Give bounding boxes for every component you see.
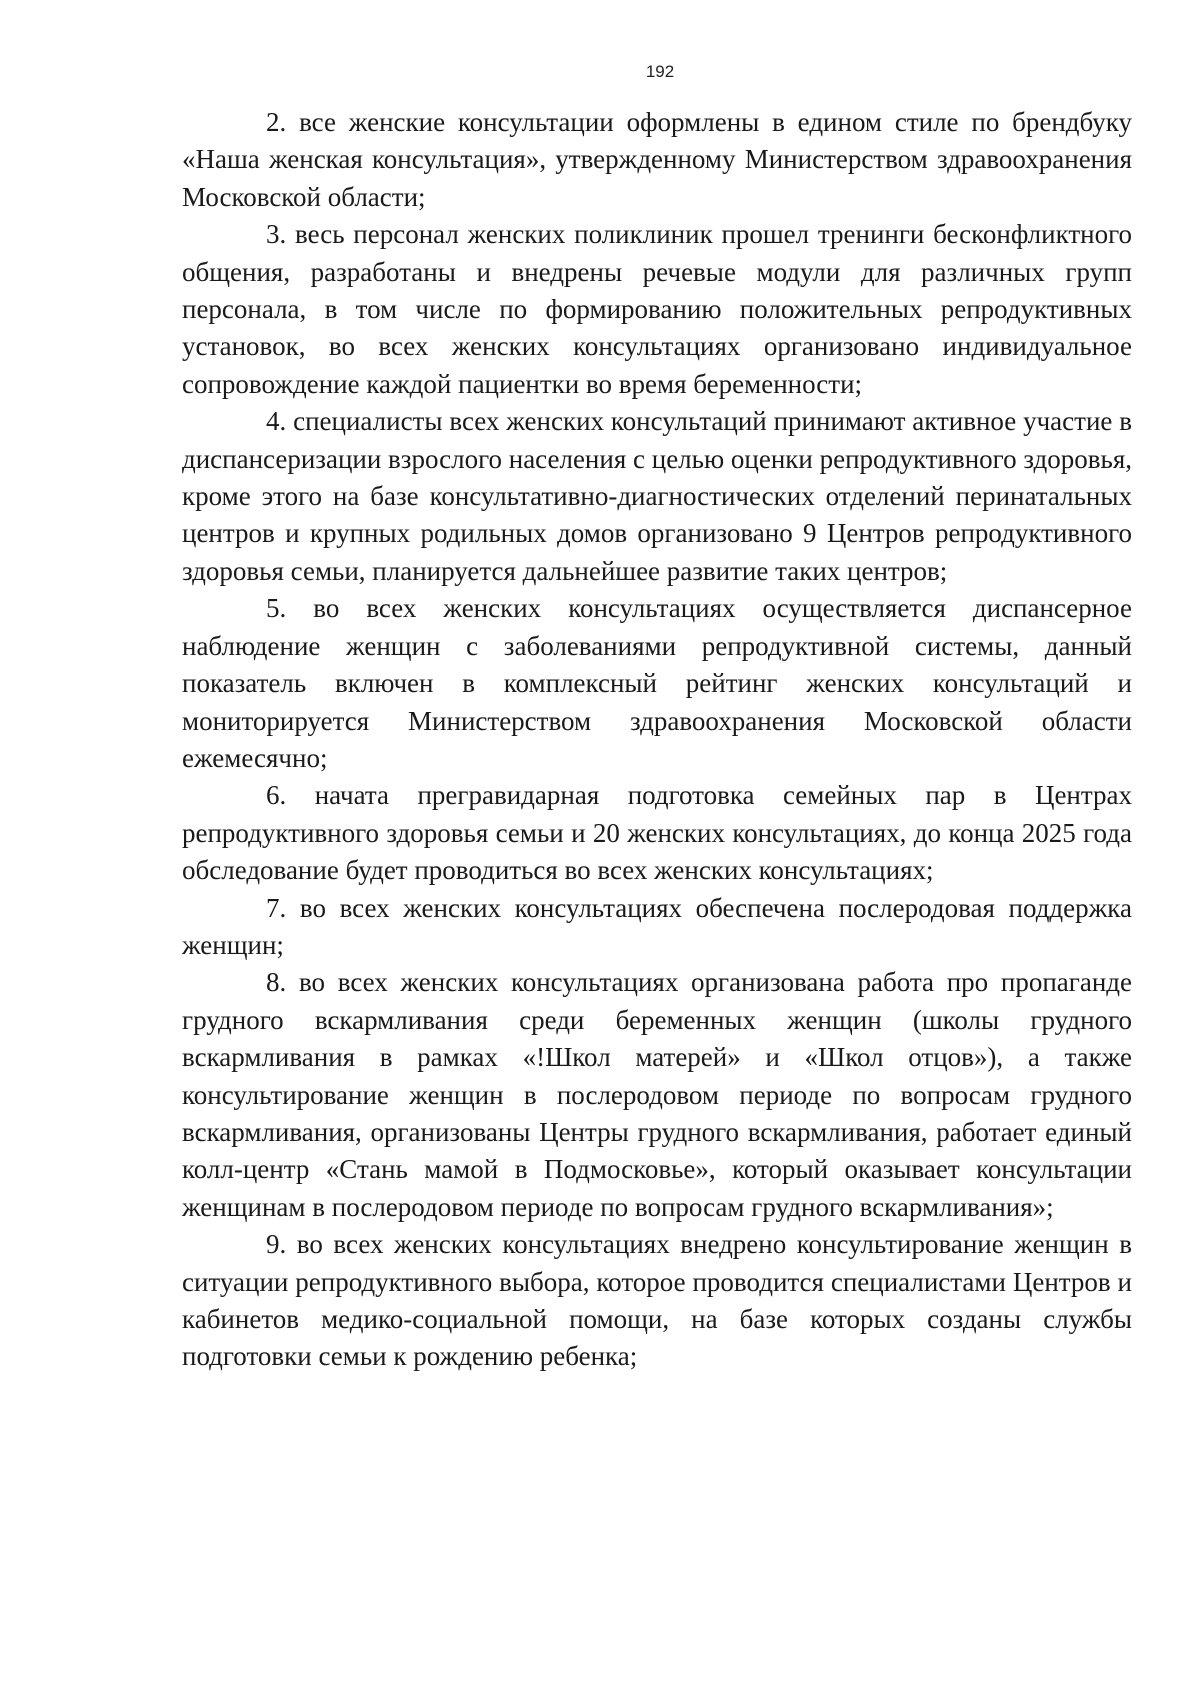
- paragraph-item-2: 2. все женские консультации оформлены в едином стиле по брендбуку «Наша женская консультация», утвержденному Министерством здравоохранения Московской области;: [182, 107, 1132, 212]
- paragraph-item-5: 5. во всех женских консультациях осуществляется диспансерное наблюдение женщин с заболеваниями репродуктивной системы, данный показатель включен в комплексный рейтинг женских консультаций и мониторируется Министерством здравоохранения Московской области ежемесячно;: [182, 593, 1132, 773]
- paragraph-item-7: 7. во всех женских консультациях обеспечена послеродовая поддержка женщин;: [182, 892, 1132, 960]
- paragraph-item-9: 9. во всех женских консультациях внедрено консультирование женщин в ситуации репродуктивного выбора, которое проводится специалистами Центров и кабинетов медико-социальной помощи, на базе которых созданы службы подготовки семьи к рождению ребенка;: [182, 1229, 1132, 1372]
- page-number: 192: [645, 62, 675, 81]
- paragraph-item-6: 6. начата прегравидарная подготовка семейных пар в Центрах репродуктивного здоровья семьи и 20 женских консультациях, до конца 2025 года обследование будет проводиться во всех женских консультациях;: [182, 780, 1132, 886]
- paragraph-item-4: 4. специалисты всех женских консультаций принимают активное участие в диспансеризации взрослого населения с целью оценки репродуктивного здоровья, кроме этого на базе консультативно-диагностических отделений перинатальных центров и крупных родильных домов организовано 9 Центров репродуктивного здоровья семьи, планируется дальнейшее развитие таких центров;: [182, 406, 1132, 586]
- paragraph-item-3: 3. весь персонал женских поликлиник прошел тренинги бесконфликтного общения, разработаны и внедрены речевые модули для различных групп персонала, в том числе по формированию положительных репродуктивных установок, во всех женских консультациях организовано индивидуальное сопровождение каждой пациентки во время беременности;: [182, 219, 1132, 399]
- paragraph-item-8: 8. во всех женских консультациях организована работа про пропаганде грудного вскармливания среди беременных женщин (школы грудного вскармливания в рамках «!Школ матерей» и «Школ отцов»), а также консультирование женщин в послеродовом периоде по вопросам грудного вскармливания, организованы Центры грудного вскармливания, работает единый колл-центр «Стань мамой в Подмосковье», который оказывает консультации женщинам в послеродовом периоде по вопросам грудного вскармливания»;: [182, 967, 1132, 1222]
- document-body: [182, 104, 1132, 1376]
